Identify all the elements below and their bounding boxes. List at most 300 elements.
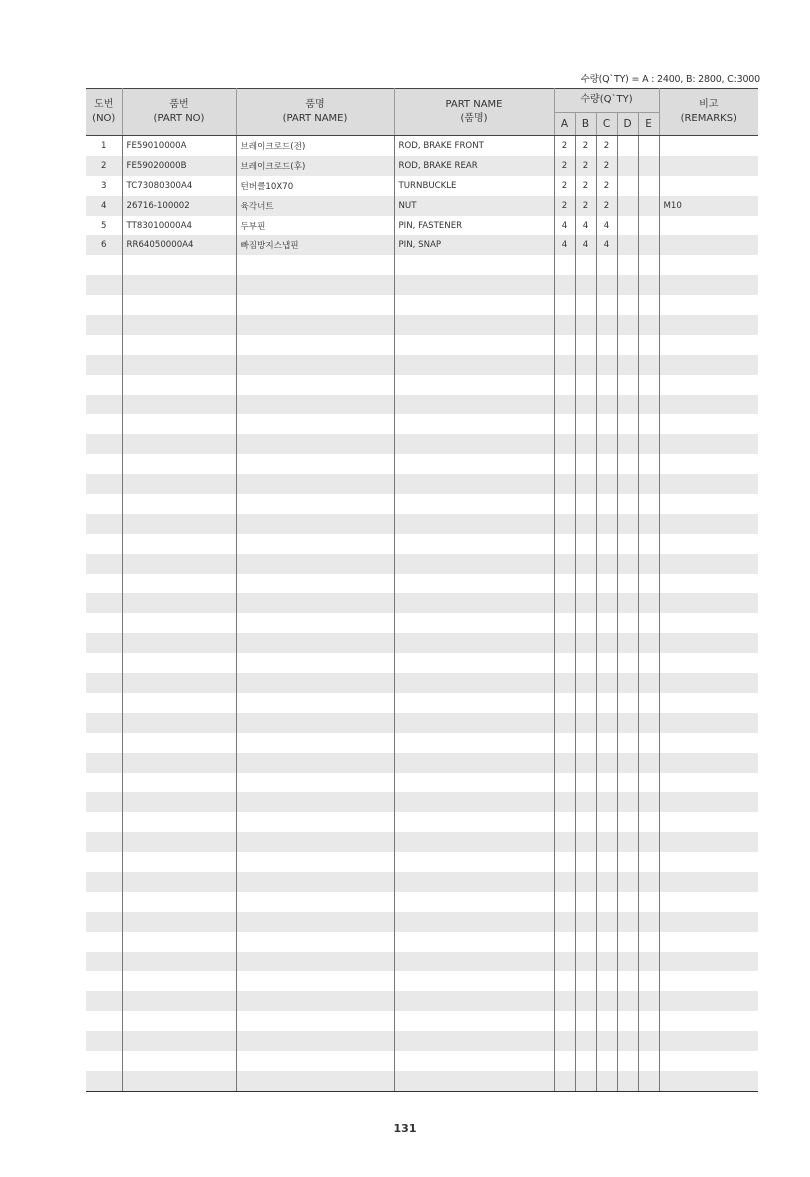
cell-qty-c	[596, 832, 617, 852]
cell-qty-b	[575, 395, 596, 415]
cell-part-no: RR64050000A4	[122, 235, 236, 255]
cell-qty-a	[554, 693, 575, 713]
table-row	[86, 255, 758, 275]
cell-name-en	[394, 753, 554, 773]
header-qty-e: E	[638, 112, 659, 136]
header-remarks	[659, 89, 758, 136]
cell-part-no	[122, 653, 236, 673]
cell-qty-e	[638, 315, 659, 335]
cell-name-ko	[236, 852, 394, 872]
cell-qty-a	[554, 494, 575, 514]
cell-qty-d	[617, 952, 638, 972]
cell-qty-c	[596, 653, 617, 673]
table-row	[86, 295, 758, 315]
cell-qty-e	[638, 932, 659, 952]
cell-remarks	[659, 912, 758, 932]
cell-qty-d	[617, 574, 638, 594]
table-row	[86, 693, 758, 713]
cell-qty-d	[617, 534, 638, 554]
cell-no	[86, 275, 122, 295]
cell-no: 3	[86, 176, 122, 196]
cell-name-ko	[236, 454, 394, 474]
page-number: 131	[393, 1122, 417, 1135]
table-row	[86, 932, 758, 952]
cell-name-en	[394, 952, 554, 972]
cell-name-en	[394, 1031, 554, 1051]
cell-name-en	[394, 673, 554, 693]
cell-qty-b	[575, 295, 596, 315]
cell-name-en	[394, 713, 554, 733]
cell-no	[86, 355, 122, 375]
cell-part-no	[122, 534, 236, 554]
header-no-ko: 도번	[94, 99, 114, 110]
cell-no	[86, 991, 122, 1011]
cell-qty-c	[596, 952, 617, 972]
cell-name-en	[394, 574, 554, 594]
cell-name-en	[394, 633, 554, 653]
cell-qty-e	[638, 156, 659, 176]
cell-no	[86, 1031, 122, 1051]
table-row	[86, 1071, 758, 1091]
cell-qty-e	[638, 673, 659, 693]
cell-remarks	[659, 792, 758, 812]
cell-no	[86, 1011, 122, 1031]
header-part-no-en: (PART NO)	[153, 113, 205, 124]
cell-name-en	[394, 892, 554, 912]
cell-qty-b	[575, 375, 596, 395]
cell-name-ko	[236, 434, 394, 454]
cell-remarks	[659, 852, 758, 872]
cell-qty-c	[596, 494, 617, 514]
cell-qty-b	[575, 454, 596, 474]
cell-name-ko: 턴버클10X70	[236, 176, 394, 196]
cell-qty-c	[596, 1011, 617, 1031]
table-row	[86, 315, 758, 335]
cell-qty-b	[575, 733, 596, 753]
cell-remarks	[659, 355, 758, 375]
cell-qty-a	[554, 912, 575, 932]
cell-qty-d	[617, 852, 638, 872]
cell-no	[86, 554, 122, 574]
cell-qty-d	[617, 832, 638, 852]
table-row	[86, 633, 758, 653]
cell-qty-b	[575, 1051, 596, 1071]
cell-remarks	[659, 335, 758, 355]
cell-name-en	[394, 395, 554, 415]
cell-qty-b	[575, 315, 596, 335]
cell-part-no	[122, 554, 236, 574]
cell-name-ko	[236, 474, 394, 494]
cell-qty-e	[638, 335, 659, 355]
cell-qty-e	[638, 593, 659, 613]
cell-name-ko: 두부핀	[236, 216, 394, 236]
cell-no	[86, 713, 122, 733]
cell-part-no	[122, 991, 236, 1011]
cell-no	[86, 932, 122, 952]
cell-qty-e	[638, 275, 659, 295]
cell-remarks	[659, 414, 758, 434]
cell-part-no	[122, 693, 236, 713]
table-row	[86, 753, 758, 773]
cell-qty-a	[554, 375, 575, 395]
cell-remarks	[659, 773, 758, 793]
cell-qty-b	[575, 673, 596, 693]
cell-qty-b	[575, 554, 596, 574]
cell-qty-c	[596, 912, 617, 932]
cell-qty-b	[575, 335, 596, 355]
cell-qty-a	[554, 434, 575, 454]
cell-qty-b	[575, 991, 596, 1011]
cell-name-en	[394, 434, 554, 454]
cell-qty-e	[638, 375, 659, 395]
table-row	[86, 156, 758, 176]
cell-qty-b	[575, 932, 596, 952]
header-qty-a: A	[554, 112, 575, 136]
table-row	[86, 673, 758, 693]
cell-no	[86, 653, 122, 673]
cell-qty-a	[554, 255, 575, 275]
cell-qty-b	[575, 574, 596, 594]
cell-qty-d	[617, 812, 638, 832]
cell-remarks	[659, 216, 758, 236]
cell-name-ko	[236, 812, 394, 832]
cell-qty-e	[638, 295, 659, 315]
cell-qty-a	[554, 733, 575, 753]
cell-name-ko	[236, 912, 394, 932]
cell-no	[86, 872, 122, 892]
cell-no	[86, 852, 122, 872]
cell-qty-b: 4	[575, 235, 596, 255]
cell-qty-c	[596, 713, 617, 733]
table-row	[86, 952, 758, 972]
cell-no	[86, 912, 122, 932]
cell-qty-a	[554, 773, 575, 793]
cell-qty-c	[596, 872, 617, 892]
cell-remarks	[659, 176, 758, 196]
cell-no: 2	[86, 156, 122, 176]
cell-qty-e	[638, 216, 659, 236]
cell-part-no	[122, 335, 236, 355]
cell-qty-c	[596, 574, 617, 594]
cell-name-ko: 육각너트	[236, 196, 394, 216]
cell-qty-e	[638, 1031, 659, 1051]
cell-qty-e	[638, 912, 659, 932]
table-row	[86, 434, 758, 454]
cell-name-ko	[236, 593, 394, 613]
cell-qty-e	[638, 434, 659, 454]
header-part-name-en: (PART NAME)	[282, 113, 348, 124]
cell-qty-b	[575, 494, 596, 514]
cell-no	[86, 892, 122, 912]
cell-qty-b: 2	[575, 156, 596, 176]
cell-name-en: TURNBUCKLE	[394, 176, 554, 196]
header-part-no-ko: 품번	[169, 99, 189, 110]
cell-name-en	[394, 912, 554, 932]
cell-remarks	[659, 892, 758, 912]
cell-qty-b	[575, 355, 596, 375]
cell-part-no	[122, 673, 236, 693]
table-row	[86, 991, 758, 1011]
cell-name-ko	[236, 335, 394, 355]
cell-name-ko	[236, 952, 394, 972]
cell-no	[86, 1071, 122, 1091]
table-row	[86, 912, 758, 932]
cell-no	[86, 315, 122, 335]
cell-qty-c	[596, 1071, 617, 1091]
cell-qty-a	[554, 792, 575, 812]
cell-part-no	[122, 892, 236, 912]
cell-qty-c	[596, 673, 617, 693]
cell-part-no	[122, 1011, 236, 1031]
cell-remarks	[659, 653, 758, 673]
cell-qty-c: 4	[596, 216, 617, 236]
cell-qty-c	[596, 295, 617, 315]
table-row	[86, 713, 758, 733]
header-part-no	[122, 89, 236, 136]
cell-part-no: FE59010000A	[122, 136, 236, 156]
cell-qty-b	[575, 434, 596, 454]
cell-remarks	[659, 753, 758, 773]
cell-qty-e	[638, 852, 659, 872]
cell-qty-d	[617, 235, 638, 255]
cell-qty-e	[638, 136, 659, 156]
table-row	[86, 235, 758, 255]
cell-qty-b: 2	[575, 176, 596, 196]
cell-qty-a	[554, 414, 575, 434]
cell-no	[86, 952, 122, 972]
cell-qty-e	[638, 1071, 659, 1091]
cell-name-en	[394, 613, 554, 633]
cell-qty-d	[617, 753, 638, 773]
cell-qty-c	[596, 593, 617, 613]
cell-qty-a	[554, 633, 575, 653]
table-row	[86, 136, 758, 156]
cell-name-ko	[236, 534, 394, 554]
cell-qty-c	[596, 892, 617, 912]
cell-name-ko	[236, 713, 394, 733]
parts-table-container	[86, 88, 758, 1092]
cell-qty-b	[575, 613, 596, 633]
cell-name-en	[394, 693, 554, 713]
cell-name-en	[394, 414, 554, 434]
cell-name-en	[394, 773, 554, 793]
cell-name-en	[394, 375, 554, 395]
cell-name-en	[394, 733, 554, 753]
cell-qty-b	[575, 1071, 596, 1091]
cell-no	[86, 494, 122, 514]
cell-qty-a	[554, 1071, 575, 1091]
cell-name-en	[394, 1071, 554, 1091]
cell-qty-c: 4	[596, 235, 617, 255]
cell-qty-e	[638, 653, 659, 673]
cell-name-ko	[236, 375, 394, 395]
cell-remarks	[659, 952, 758, 972]
cell-name-ko	[236, 275, 394, 295]
cell-qty-d	[617, 1011, 638, 1031]
cell-qty-c: 2	[596, 156, 617, 176]
cell-part-no	[122, 355, 236, 375]
cell-qty-c	[596, 792, 617, 812]
cell-qty-c	[596, 554, 617, 574]
cell-part-no: TT83010000A4	[122, 216, 236, 236]
cell-part-no: 26716-100002	[122, 196, 236, 216]
table-row	[86, 593, 758, 613]
cell-qty-d	[617, 653, 638, 673]
cell-part-no	[122, 454, 236, 474]
cell-qty-c	[596, 315, 617, 335]
cell-part-no	[122, 753, 236, 773]
cell-name-en	[394, 554, 554, 574]
cell-qty-a	[554, 474, 575, 494]
cell-qty-b	[575, 275, 596, 295]
cell-qty-e	[638, 454, 659, 474]
cell-qty-a	[554, 295, 575, 315]
cell-qty-b	[575, 832, 596, 852]
cell-part-no	[122, 1051, 236, 1071]
cell-remarks	[659, 574, 758, 594]
cell-qty-a	[554, 574, 575, 594]
cell-qty-a	[554, 554, 575, 574]
cell-name-ko	[236, 673, 394, 693]
header-part-name2-en: PART NAME	[445, 99, 503, 110]
cell-qty-e	[638, 395, 659, 415]
header-no-en: (NO)	[92, 113, 116, 124]
table-row	[86, 872, 758, 892]
cell-part-no	[122, 395, 236, 415]
cell-no	[86, 414, 122, 434]
cell-qty-a	[554, 593, 575, 613]
table-row	[86, 1011, 758, 1031]
cell-qty-c	[596, 395, 617, 415]
cell-name-ko	[236, 414, 394, 434]
table-row	[86, 335, 758, 355]
cell-remarks	[659, 1051, 758, 1071]
cell-name-ko	[236, 395, 394, 415]
cell-name-en	[394, 1051, 554, 1071]
cell-qty-c: 2	[596, 136, 617, 156]
cell-remarks	[659, 434, 758, 454]
cell-qty-b: 2	[575, 196, 596, 216]
cell-part-no	[122, 414, 236, 434]
cell-no	[86, 753, 122, 773]
cell-qty-c	[596, 534, 617, 554]
header-remarks-en: (REMARKS)	[680, 113, 737, 124]
cell-qty-d	[617, 454, 638, 474]
cell-remarks	[659, 275, 758, 295]
cell-qty-d	[617, 335, 638, 355]
cell-qty-e	[638, 952, 659, 972]
cell-name-en	[394, 335, 554, 355]
table-row	[86, 196, 758, 216]
cell-remarks	[659, 474, 758, 494]
header-remarks-ko: 비고	[699, 99, 719, 110]
cell-no: 4	[86, 196, 122, 216]
cell-remarks	[659, 235, 758, 255]
cell-qty-e	[638, 554, 659, 574]
cell-name-ko	[236, 554, 394, 574]
table-row	[86, 574, 758, 594]
cell-part-no	[122, 1031, 236, 1051]
cell-qty-b	[575, 514, 596, 534]
cell-name-en: ROD, BRAKE FRONT	[394, 136, 554, 156]
cell-remarks	[659, 991, 758, 1011]
cell-qty-b	[575, 971, 596, 991]
cell-qty-e	[638, 235, 659, 255]
cell-qty-a: 2	[554, 196, 575, 216]
cell-name-en: PIN, SNAP	[394, 235, 554, 255]
table-row	[86, 534, 758, 554]
cell-qty-c	[596, 812, 617, 832]
cell-qty-b	[575, 653, 596, 673]
cell-name-en	[394, 315, 554, 335]
cell-remarks: M10	[659, 196, 758, 216]
cell-name-ko	[236, 315, 394, 335]
cell-qty-b	[575, 1031, 596, 1051]
table-row	[86, 653, 758, 673]
header-qty: 수량(Q`TY)	[554, 89, 659, 113]
table-row	[86, 733, 758, 753]
table-row	[86, 792, 758, 812]
cell-qty-b	[575, 812, 596, 832]
cell-qty-d	[617, 494, 638, 514]
cell-qty-b	[575, 255, 596, 275]
cell-qty-b	[575, 1011, 596, 1031]
cell-qty-c	[596, 275, 617, 295]
cell-remarks	[659, 693, 758, 713]
table-row	[86, 892, 758, 912]
cell-no	[86, 633, 122, 653]
cell-qty-a	[554, 1051, 575, 1071]
cell-name-ko	[236, 971, 394, 991]
cell-qty-c	[596, 454, 617, 474]
cell-remarks	[659, 832, 758, 852]
cell-qty-c: 2	[596, 196, 617, 216]
cell-qty-a	[554, 335, 575, 355]
cell-no	[86, 395, 122, 415]
cell-no	[86, 534, 122, 554]
cell-name-en	[394, 514, 554, 534]
cell-remarks	[659, 494, 758, 514]
cell-no	[86, 792, 122, 812]
cell-qty-d	[617, 1071, 638, 1091]
cell-part-no	[122, 952, 236, 972]
table-row	[86, 773, 758, 793]
header-part-name-2	[394, 89, 554, 136]
cell-qty-e	[638, 1051, 659, 1071]
cell-qty-d	[617, 1051, 638, 1071]
cell-qty-e	[638, 196, 659, 216]
cell-name-ko	[236, 613, 394, 633]
cell-name-en	[394, 275, 554, 295]
cell-qty-e	[638, 971, 659, 991]
cell-qty-d	[617, 912, 638, 932]
cell-qty-b	[575, 872, 596, 892]
cell-qty-b	[575, 912, 596, 932]
cell-name-ko	[236, 1031, 394, 1051]
cell-remarks	[659, 1031, 758, 1051]
cell-name-en	[394, 355, 554, 375]
table-row	[86, 494, 758, 514]
cell-qty-a	[554, 613, 575, 633]
cell-qty-c	[596, 255, 617, 275]
cell-qty-c	[596, 414, 617, 434]
cell-name-ko	[236, 733, 394, 753]
cell-qty-a	[554, 991, 575, 1011]
cell-no	[86, 673, 122, 693]
cell-qty-b	[575, 753, 596, 773]
cell-qty-d	[617, 315, 638, 335]
cell-name-ko	[236, 355, 394, 375]
